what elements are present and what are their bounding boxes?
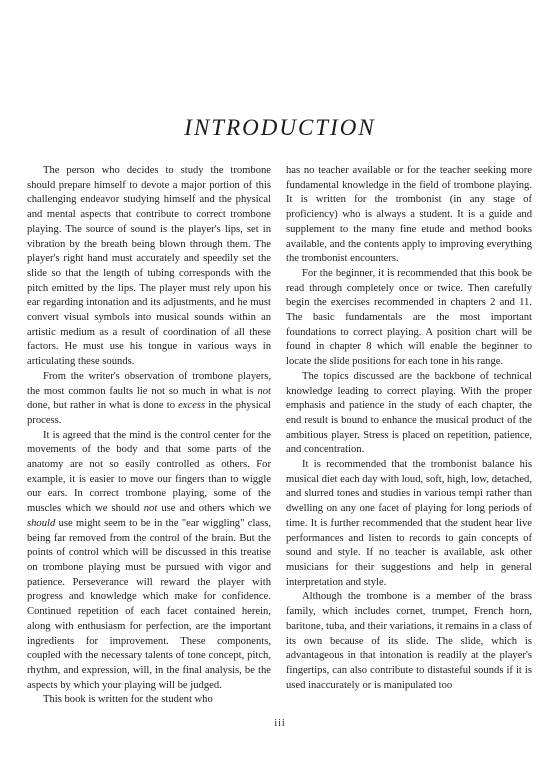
text-run: use and others which we [157, 503, 271, 515]
paragraph: has no teacher available or for the teacher seeking more fundamental knowledge in the field of trombone playing. It is written for the trombonist (in any stage of proficiency) who is always a student. It is a guide and supplement to the many fine etude and method books available, and the contents apply to improving everything the trombonist encounters. [286, 165, 532, 265]
page-number: iii [274, 718, 286, 729]
text-run: use might seem to be in the "ear wiggling" class, being far removed from the control of the brain. But the points of control which will be discussed in this treatise on trombone playing must be pursued with vigor and patience. Perseverance will reward the player with progress and knowledge which make for confidence. Continued repetition of each facet contained herein, along with enthusiasm for perfection, are the important ingredients for improvement. These components, coupled with the necessary talents of tone concept, pitch, rhythm, and expression, will, in the final analysis, be the aspects by which your playing will be judged. [27, 517, 271, 691]
emphasis-text: not [257, 385, 271, 397]
emphasis-text: should [27, 517, 56, 529]
paragraph: Although the trombone is a member of the brass family, which includes cornet, trumpet, French horn, baritone, tuba, and their variations, it remains in a class of its own because of its slide. The slide, which is advantageous in that intonation is readily at the player's fingertips, can also contribute to distasteful sounds if it is used inaccurately or is manipulated too [286, 591, 532, 691]
text-run: done, but rather in what is done to [27, 400, 179, 412]
paragraph: For the beginner, it is recommended that this book be read through completely once or twice. Then carefully begin the exercises recommended in chapters 2 and 11. The basic fundamentals are the most important foundations to correct playing. A position chart will be found in chapter 8 which will enable the beginner to locate the slide positions for each tone in his range. [286, 267, 532, 368]
emphasis-text: not [143, 503, 158, 515]
paragraph: It is recommended that the trombonist balance his musical diet each day with loud, soft, high, low, detached, and slurred tones and studies in various tempi rather than dwelling on any one facet of playing for long periods of time. It is further recommended that the student hear live performances and listen to records to gain concepts of sound and style. If no teacher is available, ask other musicians for their suggestions and help in general interpretation and style. [286, 459, 532, 588]
paragraph [27, 429, 271, 694]
emphasis-text: excess [178, 400, 206, 412]
paragraph: The person who decides to study the trombone should prepare himself to devote a major portion of this challenging endeavor studying himself and the physical and mental aspects that contribute to correct trombone playing. The source of sound is the player's lips, set in vibration by the breath being blown through them. The player's right hand must accurately and speedily set the slide so that the length of tubing corresponds with the pitch emitted by the lips. The player must rely upon his ear regarding intonation and its adjustments, and he must convert visual symbols into musical sounds within an artistic medium as a result of coordination of all these factors. He must use his tongue in various ways in articulating these sounds. [27, 165, 271, 368]
paragraph: This book is written for the student who [43, 694, 213, 706]
paragraph [27, 370, 271, 429]
right-column [286, 164, 532, 693]
paragraph: The topics discussed are the backbone of technical knowledge leading to correct playing. With the proper emphasis and patience in the study of each chapter, the end result is bound to enhance the musical product of the ambitious player. Stress is placed on repetition, patience, and concentration. [286, 370, 532, 456]
text-run: in the physical process. [27, 400, 271, 426]
text-run: From the writer's observation of trombone players, the most common faults lie not so much in what is [27, 370, 271, 397]
text-run: It is agreed that the mind is the control center for the movements of the body and that some parts of the anatomy are not so easily controlled as others. For example, it is easier to move our fingers than to wiggle our ears. In correct trombone playing, some of the muscles which we should [27, 429, 271, 515]
left-column [27, 164, 271, 708]
page-title: INTRODUCTION [184, 115, 376, 140]
